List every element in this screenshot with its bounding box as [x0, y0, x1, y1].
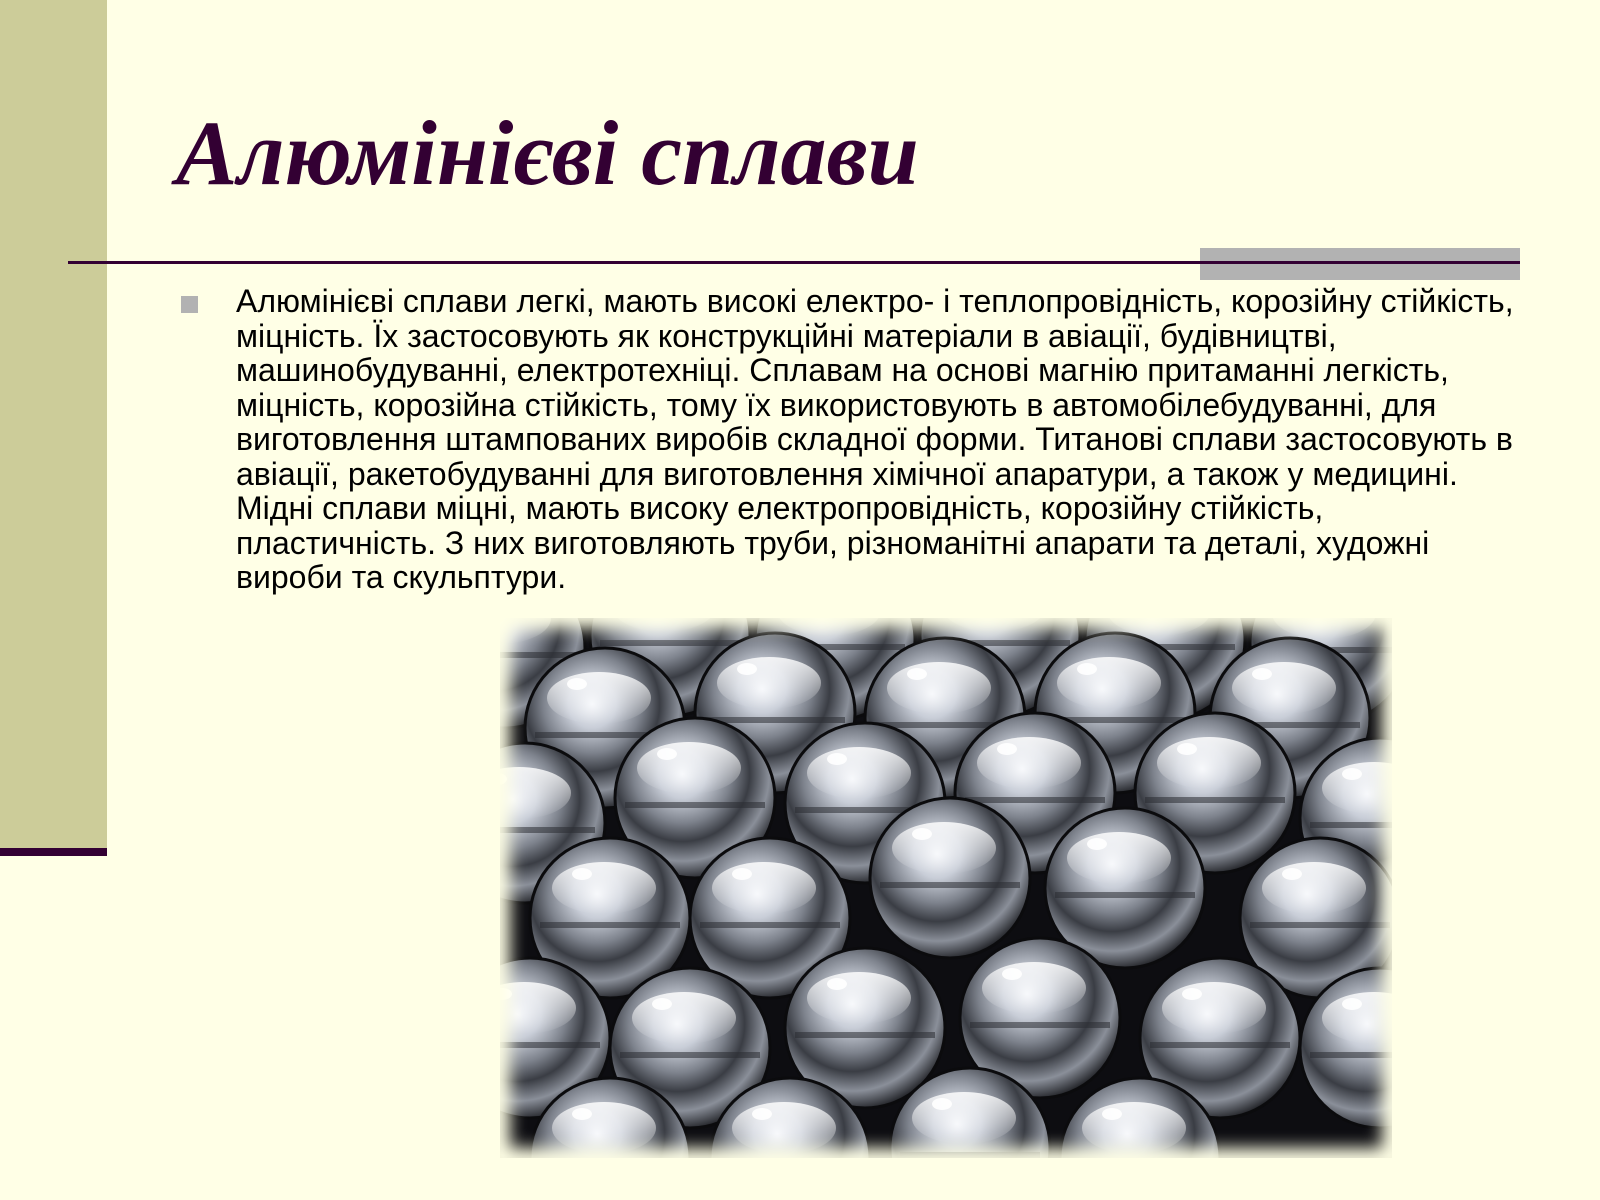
- slide-title: Алюмінієві сплави: [176, 102, 919, 204]
- bullet-square-icon: [181, 296, 198, 313]
- title-rule-accent-line: [1200, 261, 1520, 264]
- bullet-text: Алюмінієві сплави легкі, мають високі електро- і теплопровідність, корозійну стійкість, міцність. Їх застосовують як конструкційні матеріали в авіації, будівництві, машинобудуванні, електротехніці. Сплавам на основі магнію притаманні легкість, міцність, корозійна стійкість, тому їх використовують в автомобілебудуванні, для виготовлення штампованих виробів складної форми. Титанові сплави застосовують в авіації, ракетобудуванні для виготовлення хімічної апаратури, а також у медицині. Мідні сплави міцні, мають високу електропровідність, корозійну стійкість, пластичність. З них виготовляють труби, різноманітні апарати та деталі, художні вироби та скульптури.: [236, 283, 1514, 595]
- left-decorative-band: [0, 0, 107, 848]
- metal-spheres-photo-icon: [500, 618, 1392, 1158]
- left-band-edge-line: [0, 848, 107, 856]
- title-rule-accent-block: [1200, 248, 1520, 280]
